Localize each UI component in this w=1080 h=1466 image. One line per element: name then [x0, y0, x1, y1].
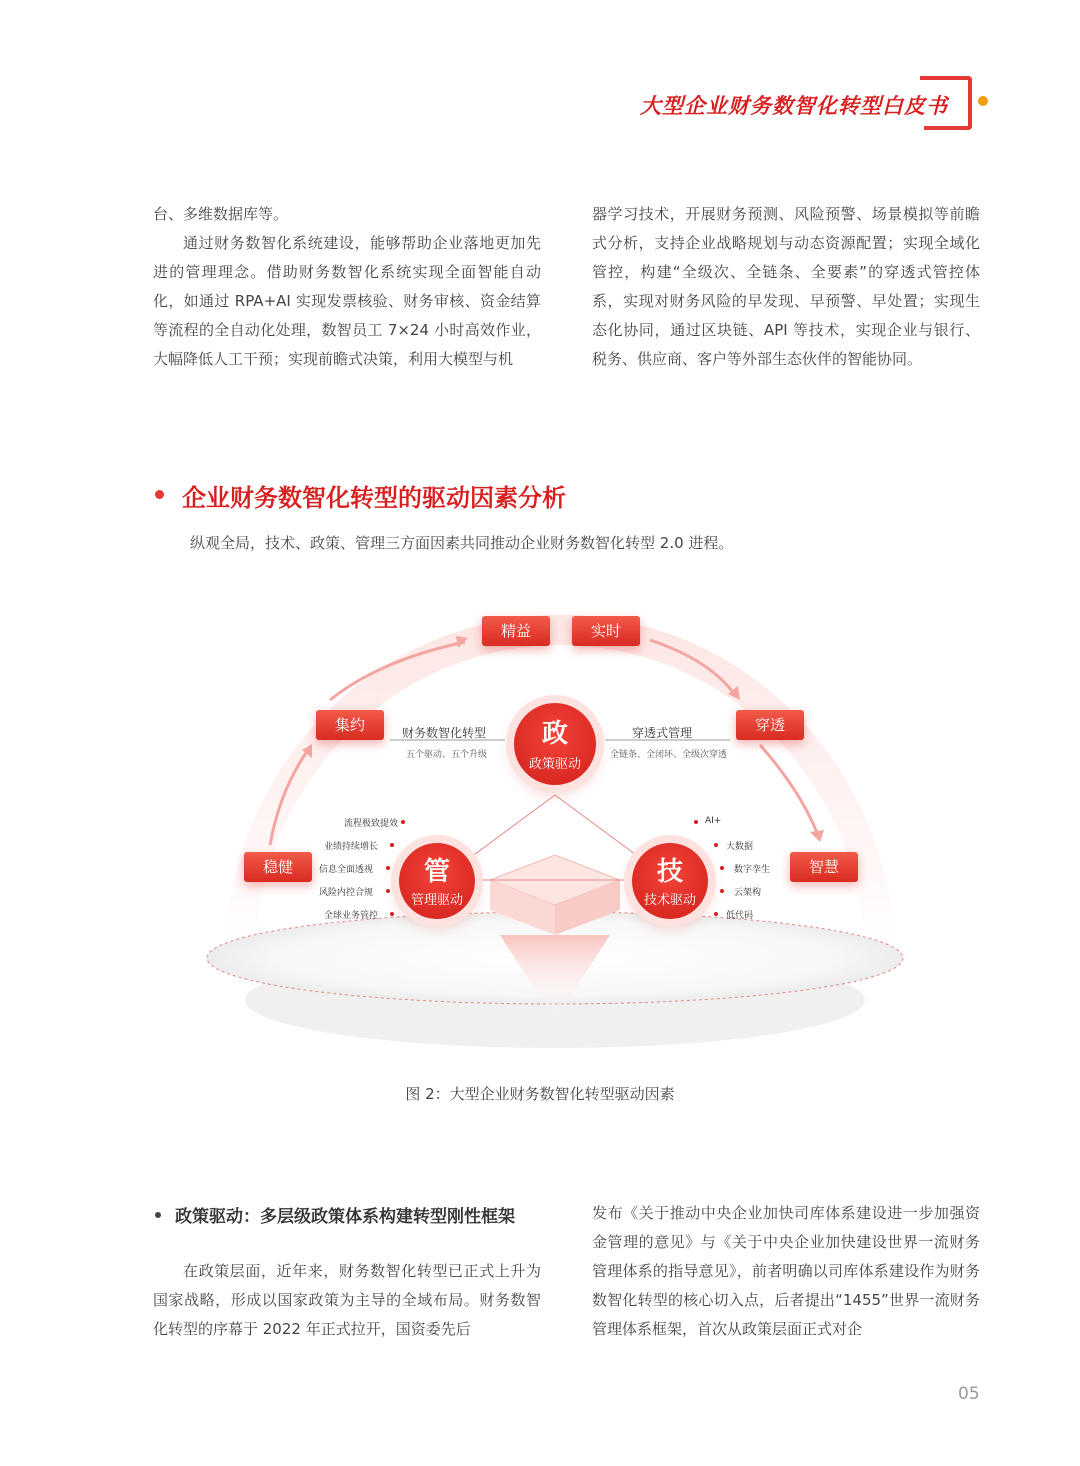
- brand-bracket-icon: [924, 76, 972, 130]
- management-label: 管理驱动: [410, 893, 463, 908]
- paragraph: 发布《关于推动中央企业加快司库体系建设进一步加强资金管理的意见》与《关于中央企业加快建设世界一流财务管理体系的指导意见》，前者明确以司库体系建设作为财务数智化转型的核心切入点，后者提出“1455”世界一流财务管理体系框架，首次从政策层面正式对企: [592, 1204, 980, 1338]
- left-sub: 五个驱动、五个升级: [406, 750, 488, 760]
- bullet-dot-icon: [401, 820, 405, 824]
- management-driver-circle: [399, 843, 475, 919]
- tech-item: AI+: [705, 816, 722, 826]
- bullet-dot-icon: [386, 889, 390, 893]
- subsection-bullet-icon: [155, 1212, 161, 1218]
- right-label: 穿透式管理: [632, 726, 693, 740]
- bottom-right-column: [592, 1199, 980, 1344]
- management-icon: 管: [423, 857, 451, 887]
- arrow-head-icon: [810, 830, 824, 842]
- right-sub: 全链条、全闭环、全级次穿透: [610, 750, 728, 760]
- bullet-dot-icon: [720, 866, 724, 870]
- paragraph: 台、多维数据库等。: [153, 205, 289, 223]
- section-bullet-icon: [155, 490, 164, 499]
- paragraph: 在政策层面，近年来，财务数智化转型已正式上升为国家战略，形成以国家政策为主导的全域布局。财务数智化转型的序幕于 2022 年正式拉开，国资委先后: [153, 1262, 541, 1338]
- tech-item: 低代码: [726, 911, 754, 921]
- section-title: 企业财务数智化转型的驱动因素分析: [182, 484, 566, 512]
- tag-wenjian: 稳健: [244, 852, 312, 882]
- technology-driver-circle: [632, 843, 708, 919]
- technology-icon: 技: [656, 857, 684, 887]
- tag-zhihui: 智慧: [790, 852, 858, 882]
- subsection-title: 政策驱动：多层级政策体系构建转型刚性框架: [175, 1207, 515, 1227]
- tech-item: 大数据: [726, 842, 754, 852]
- bullet-dot-icon: [390, 843, 394, 847]
- tag-chuantou: 穿透: [736, 710, 804, 740]
- paragraph: 器学习技术，开展财务预测、风险预警、场景模拟等前瞻式分析，支持企业战略规划与动态资源配置；实现全域化管控，构建“全级次、全链条、全要素”的穿透式管控体系，实现对财务风险的早发现、早预警、早处置；实现生态化协同，通过区块链、API 等技术，实现企业与银行、税务、供应商、客户等外部生态伙伴的智能协同。: [592, 205, 980, 368]
- tag-jingyi: 精益: [482, 616, 550, 646]
- left-label: 财务数智化转型: [402, 726, 487, 740]
- diagram-graphics: [200, 600, 920, 1060]
- tag-jiyue: 集约: [316, 710, 384, 740]
- policy-icon: 政: [541, 719, 569, 749]
- bottom-left-column: [153, 1257, 541, 1344]
- brand-dot-icon: [978, 96, 988, 106]
- page-number: 05: [958, 1384, 980, 1404]
- section-intro: 纵观全局，技术、政策、管理三方面因素共同推动企业财务数智化转型 2.0 进程。: [190, 534, 734, 552]
- top-right-column: [592, 200, 980, 374]
- mgmt-item: 业绩持续增长: [324, 842, 379, 852]
- mgmt-item: 信息全面透视: [319, 865, 374, 875]
- policy-label: 政策驱动: [528, 757, 581, 772]
- bullet-dot-icon: [390, 912, 394, 916]
- bullet-dot-icon: [386, 866, 390, 870]
- tech-item: 云架构: [734, 888, 762, 898]
- whitepaper-title: 大型企业财务数智化转型白皮书: [640, 94, 948, 118]
- technology-label: 技术驱动: [643, 893, 696, 908]
- paragraph: 通过财务数智化系统建设，能够帮助企业落地更加先进的管理理念。借助财务数智化系统实现全面智能自动化，如通过 RPA+AI 实现发票核验、财务审核、资金结算等流程的全自动化处理，数智员工 7×24 小时高效作业，大幅降低人工干预；实现前瞻式决策，利用大模型与机: [153, 234, 541, 368]
- mgmt-item: 全球业务管控: [324, 911, 379, 921]
- bullet-dot-icon: [694, 820, 698, 824]
- policy-driver-circle: [514, 703, 596, 785]
- tag-shishi: 实时: [572, 616, 640, 646]
- mgmt-item: 风险内控合规: [319, 888, 374, 898]
- mgmt-item: 流程极致提效: [344, 819, 399, 829]
- bullet-dot-icon: [714, 912, 718, 916]
- tech-item: 数字孪生: [734, 865, 771, 875]
- bullet-dot-icon: [720, 889, 724, 893]
- driver-diagram: [200, 600, 920, 1060]
- bullet-dot-icon: [714, 843, 718, 847]
- figure-caption: 图 2：大型企业财务数智化转型驱动因素: [405, 1085, 675, 1103]
- top-left-column: [153, 200, 541, 374]
